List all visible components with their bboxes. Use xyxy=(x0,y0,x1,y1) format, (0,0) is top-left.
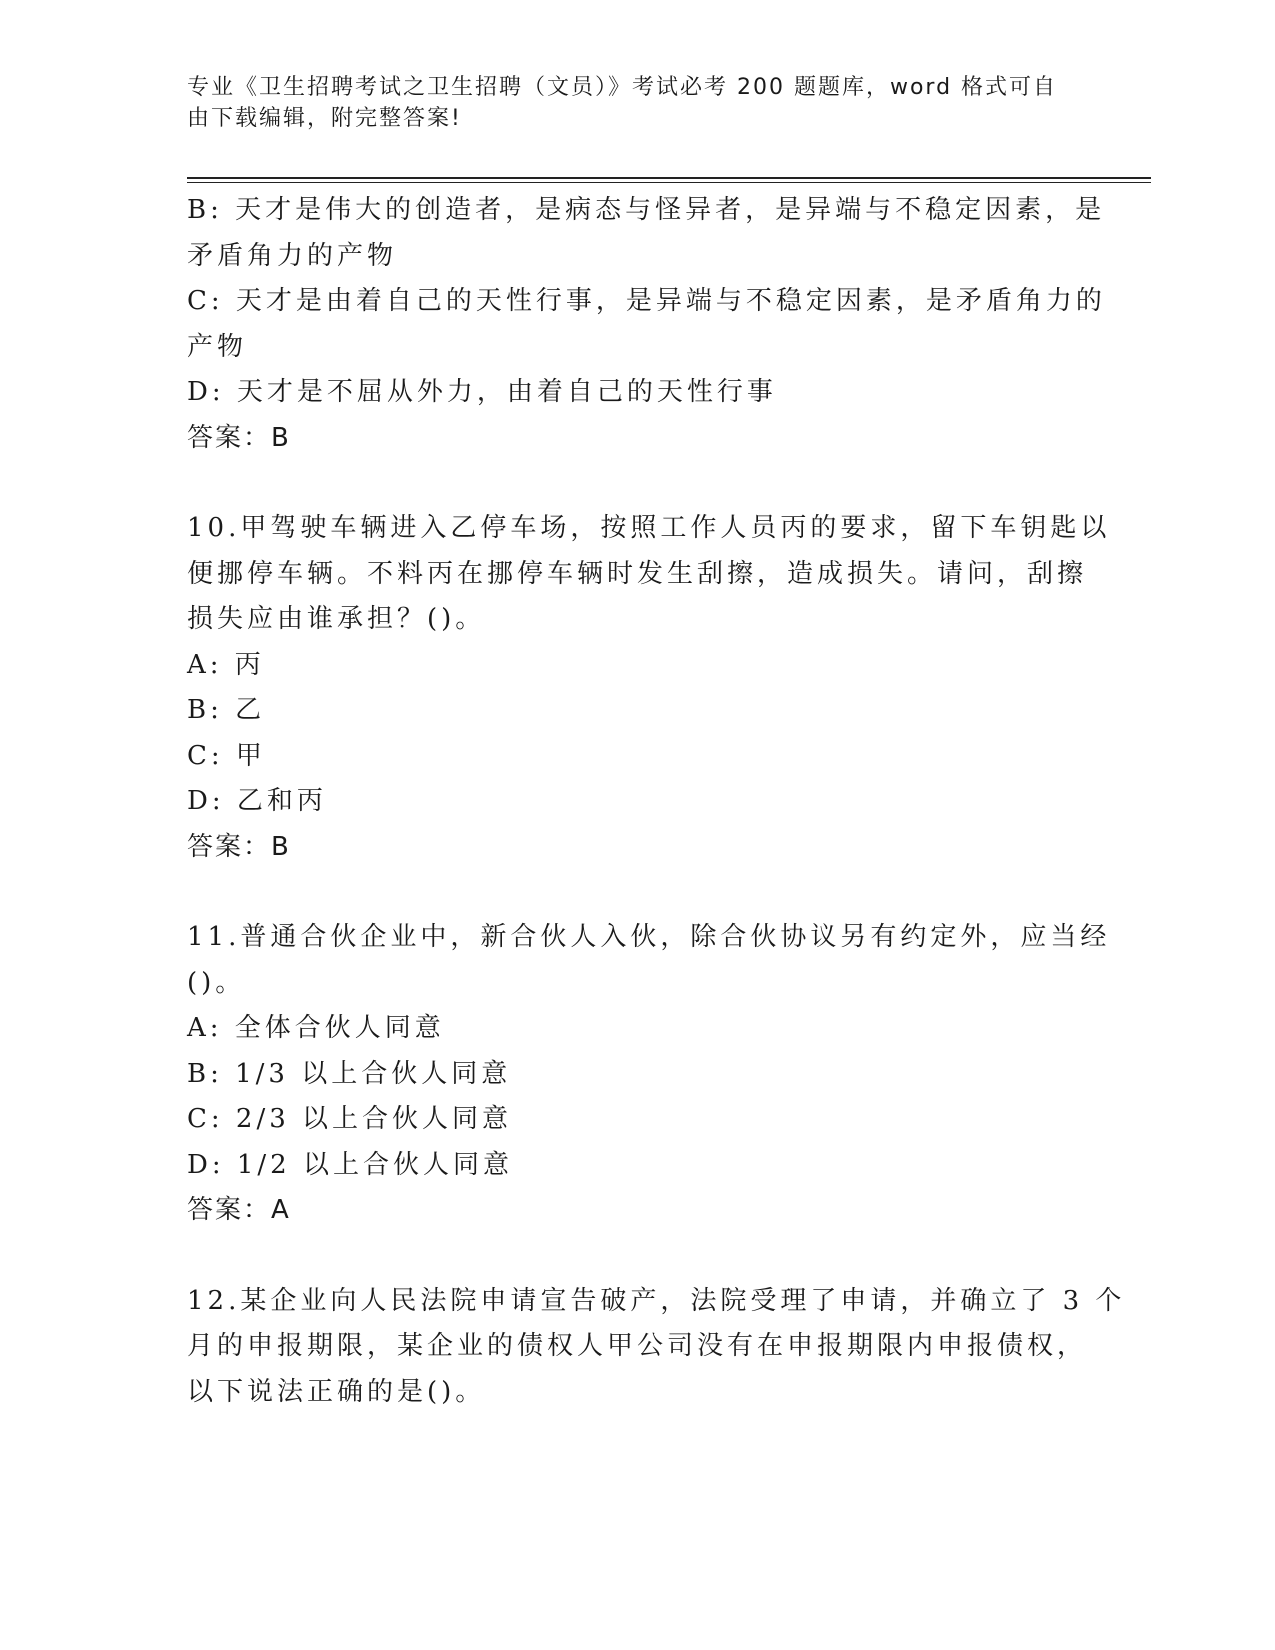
q10-stem-line-3: 损失应由谁承担？()。 xyxy=(187,604,486,634)
q11-stem-line-2: ()。 xyxy=(187,967,246,998)
q12-stem-line-1: 12.某企业向人民法院申请宣告破产，法院受理了申请，并确立了 3 个 xyxy=(187,1285,1126,1316)
q9-option-b-line-2: 矛盾角力的产物 xyxy=(187,240,398,271)
q10-stem-line-2: 便挪停车辆。不料丙在挪停车辆时发生刮擦，造成损失。请问，刮擦 xyxy=(187,558,1088,589)
q9-option-b-line-1: B: 天才是伟大的创造者，是病态与怪异者，是异端与不稳定因素，是 xyxy=(187,195,1106,225)
q10-option-d: D: 乙和丙 xyxy=(187,786,327,816)
question-11 xyxy=(187,915,1111,1234)
spacer xyxy=(187,870,1087,915)
q11-option-c: C: 2/3 以上合伙人同意 xyxy=(187,1104,513,1134)
header-line-1: 专业《卫生招聘考试之卫生招聘（文员）》考试必考 200 题题库，word 格式可自 xyxy=(187,75,1058,100)
document-body xyxy=(187,188,1126,1415)
q11-option-d: D: 1/2 以上合伙人同意 xyxy=(187,1149,513,1180)
q11-option-b: B: 1/3 以上合伙人同意 xyxy=(187,1058,512,1089)
q9-option-c-line-1: C: 天才是由着自己的天性行事，是异端与不稳定因素，是矛盾角力的 xyxy=(187,286,1106,316)
q10-option-b: B: 乙 xyxy=(187,695,266,725)
q11-option-a: A: 全体合伙人同意 xyxy=(187,1013,445,1043)
q10-option-c: C: 甲 xyxy=(187,740,266,771)
q11-answer: 答案：A xyxy=(187,1195,291,1225)
q12-stem-line-2: 月的申报期限，某企业的债权人甲公司没有在申报期限内申报债权， xyxy=(187,1331,1088,1361)
q9-option-d: D: 天才是不屈从外力，由着自己的天性行事 xyxy=(187,377,777,407)
q9-option-c-line-2: 产物 xyxy=(187,331,248,362)
q11-stem-line-1: 11.普通合伙企业中，新合伙人入伙，除合伙协议另有约定外，应当经 xyxy=(187,922,1111,952)
q10-answer: 答案：B xyxy=(187,831,291,862)
question-9 xyxy=(187,188,1106,461)
q12-stem-line-3: 以下说法正确的是()。 xyxy=(187,1376,486,1407)
document-header xyxy=(187,72,1067,134)
spacer xyxy=(187,461,1087,506)
question-10 xyxy=(187,506,1111,870)
spacer xyxy=(187,1234,1087,1279)
header-line-2: 由下载编辑，附完整答案! xyxy=(187,106,462,131)
q9-answer: 答案：B xyxy=(187,422,291,453)
question-12 xyxy=(187,1279,1126,1416)
q10-stem-line-1: 10.甲驾驶车辆进入乙停车场，按照工作人员丙的要求，留下车钥匙以 xyxy=(187,513,1111,543)
header-divider xyxy=(187,177,1151,183)
q10-option-a: A: 丙 xyxy=(187,649,265,680)
